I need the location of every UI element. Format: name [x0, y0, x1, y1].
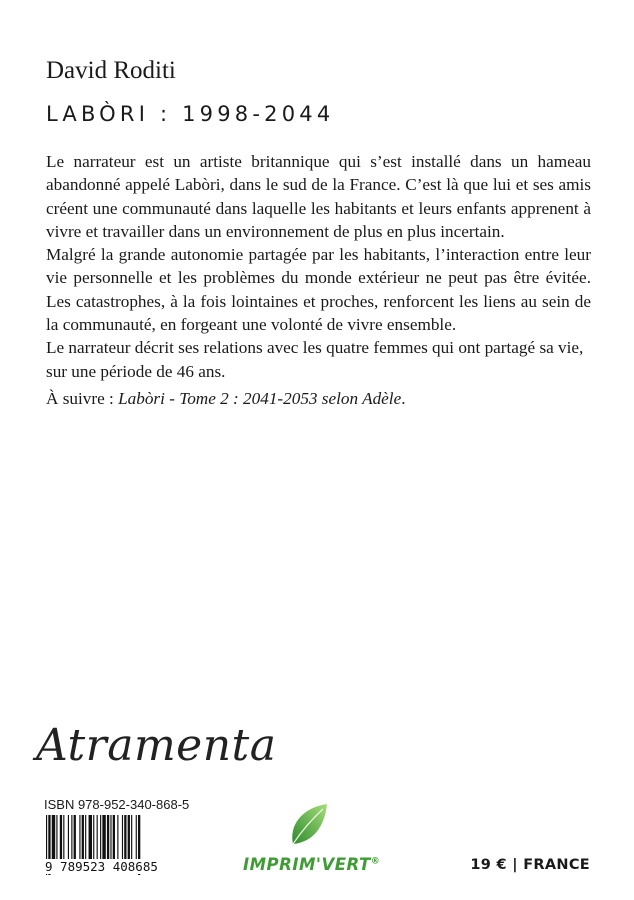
blurb-paragraph-3: Le narrateur décrit ses relations avec les quatre femmes qui ont partagé sa vie, sur une période de 46 ans. — [46, 338, 584, 381]
author-name: David Roditi — [46, 57, 176, 84]
publisher-logo: Atramenta — [36, 720, 277, 771]
sequel-suffix: . — [401, 389, 406, 408]
price-label: 19 € | FRANCE — [470, 857, 590, 873]
back-cover-blurb — [46, 150, 591, 383]
registered-mark: ® — [370, 856, 381, 867]
sequel-prefix: À suivre : — [46, 389, 119, 408]
ean-digits-text: 9 789523 408685 — [45, 859, 158, 874]
leaf-icon — [283, 800, 331, 848]
sequel-note — [46, 389, 406, 409]
blurb-paragraph-2: Malgré la grande autonomie partagée par les habitants, l’interaction entre leur vie personnelle et les problèmes du monde extérieur ne peut pas être évitée. Les catastrophes, à la fois lointaines et proches, renforcent les liens au sein de la communauté, en forgeant une volonté de vivre ensemble. — [46, 245, 591, 335]
imprim-vert-label — [243, 855, 380, 874]
isbn-number: ISBN 978-952-340-868-5 — [44, 797, 190, 812]
sequel-title: Labòri - Tome 2 : 2041-2053 selon Adèle — [118, 389, 402, 408]
book-title: LABÒRI : 1998-2044 — [46, 102, 335, 126]
blurb-paragraph-1: Le narrateur est un artiste britannique qui s’est installé dans un hameau abandonné appelé Labòri, dans le sud de la France. C’est là que lui et ses amis créent une communauté dans laquelle les habitants et leurs enfants apprenent à vivre et travailler dans un environnement de plus en plus incertain. — [46, 152, 591, 241]
imprim-vert-text: IMPRIM'VERT — [243, 855, 371, 874]
ean-digits — [44, 859, 194, 874]
